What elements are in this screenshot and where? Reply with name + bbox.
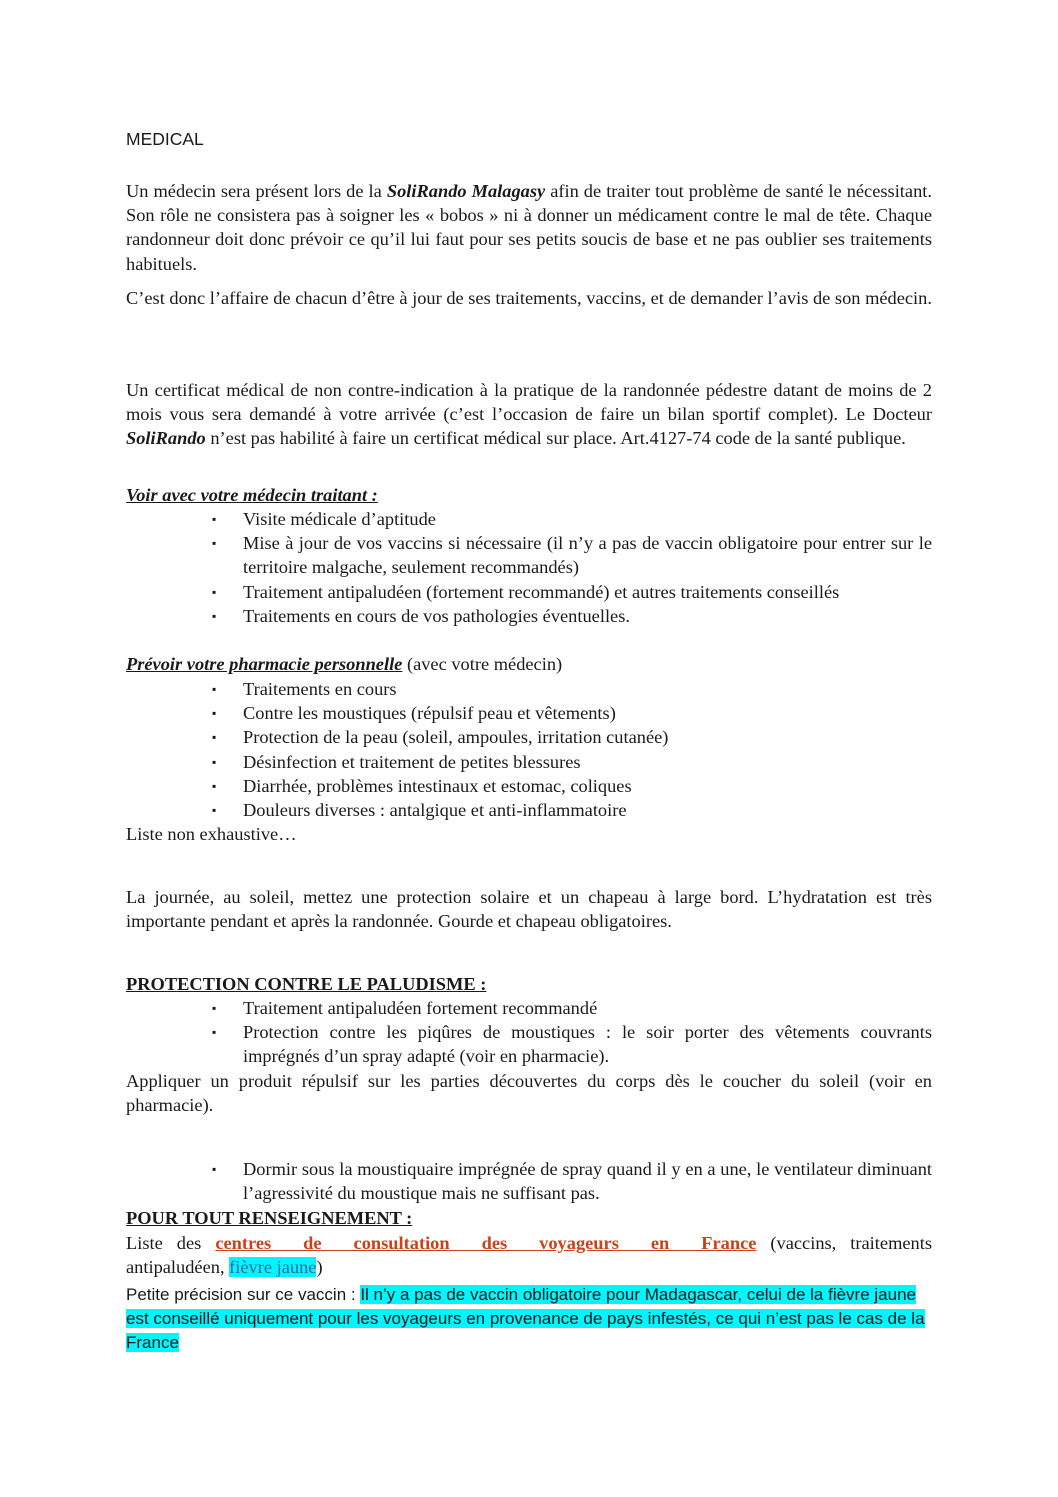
- list-item: ▪ Désinfection et traitement de petites blessures: [212, 750, 932, 774]
- intro-paragraph-1: Un médecin sera présent lors de la SoliRando Malagasy afin de traiter tout problème de santé le nécessitant. Son rôle ne consistera pas à soigner les « bobos » ni à donner un médicament contre le mal de tête. Chaque randonneur doit donc prévoir ce qu’il lui faut pour ses petits soucis de base et ne pas oublier ses traitements habituels.: [126, 181, 932, 274]
- list-footnote: Liste non exhaustive…: [126, 824, 297, 844]
- list-item: ▪ Mise à jour de vos vaccins si nécessaire (il n’y a pas de vaccin obligatoire pour entrer sur le territoire malgache, seulement recommandés): [212, 531, 932, 579]
- note-label: Petite précision sur ce vaccin :: [126, 1285, 361, 1304]
- info-heading: POUR TOUT RENSEIGNEMENT :: [126, 1208, 413, 1228]
- doctor-brand: SoliRando: [126, 428, 206, 449]
- intro-paragraph-2: C’est donc l’affaire de chacun d’être à jour de ses traitements, vaccins, et de demander l’avis de son médecin.: [126, 288, 932, 308]
- list-item: ▪ Traitement antipaludéen (fortement recommandé) et autres traitements conseillés: [212, 580, 932, 604]
- list-item: ▪ Dormir sous la moustiquaire imprégnée de spray quand il y en a une, le ventilateur diminuant l’agressivité du moustique mais ne suffisant pas.: [212, 1157, 932, 1205]
- mosquito-net-checklist: [212, 1157, 932, 1205]
- list-item: ▪ Traitements en cours: [212, 677, 932, 701]
- event-name: SoliRando Malagasy: [386, 181, 546, 201]
- list-item: ▪ Protection de la peau (soleil, ampoules, irritation cutanée): [212, 725, 932, 749]
- info-paragraph: Liste des centres de consultation des voyageurs en France (vaccins, traitements antipaludéen, fièvre jaune): [126, 1233, 932, 1278]
- list-item: ▪ Douleurs diverses : antalgique et anti-inflammatoire: [212, 798, 932, 822]
- sun-paragraph: La journée, au soleil, mettez une protection solaire et un chapeau à large bord. L’hydratation est très importante pendant et après la randonnée. Gourde et chapeau obligatoires.: [126, 887, 932, 932]
- note-highlight: Il n’y a pas de vaccin obligatoire pour Madagascar, celui de la fièvre jaune est conseillé uniquement pour les voyageurs en provenance de pays infestés, ce qui n’est pas le cas de la France: [126, 1285, 925, 1352]
- list-item: ▪ Traitement antipaludéen fortement recommandé: [212, 996, 932, 1020]
- list-item: ▪ Diarrhée, problèmes intestinaux et estomac, coliques: [212, 774, 932, 798]
- yellow-fever-highlight: fièvre jaune: [229, 1257, 317, 1278]
- pharmacy-checklist: [212, 677, 932, 822]
- list-item: ▪ Traitements en cours de vos pathologies éventuelles.: [212, 604, 932, 628]
- malaria-checklist: [212, 996, 932, 1069]
- list-item: ▪ Protection contre les piqûres de moustiques : le soir porter des vêtements couvrants imprégnés d’un spray adapté (voir en pharmacie).: [212, 1020, 932, 1068]
- travel-clinics-link[interactable]: centres de consultation des voyageurs en France: [215, 1233, 757, 1253]
- malaria-heading: PROTECTION CONTRE LE PALUDISME :: [126, 974, 487, 994]
- certificate-paragraph: Un certificat médical de non contre-indication à la pratique de la randonnée pédestre datant de moins de 2 mois vous sera demandé à votre arrivée (c’est l’occasion de faire un bilan sportif complet). Le Docteur SoliRando n’est pas habilité à faire un certificat médical sur place. Art.4127-74 code de la santé publique.: [126, 380, 932, 449]
- vaccine-note: [126, 1283, 932, 1355]
- page-title: MEDICAL: [126, 129, 204, 149]
- list-item: ▪ Contre les moustiques (répulsif peau et vêtements): [212, 701, 932, 725]
- list-item: ▪ Visite médicale d’aptitude: [212, 507, 932, 531]
- pharmacy-section-heading: Prévoir votre pharmacie personnelle (avec votre médecin): [126, 654, 563, 674]
- doctor-checklist: [212, 507, 932, 628]
- doctor-section-heading: Voir avec votre médecin traitant :: [126, 485, 378, 505]
- repellent-paragraph: Appliquer un produit répulsif sur les parties découvertes du corps dès le coucher du soleil (voir en pharmacie).: [126, 1071, 932, 1116]
